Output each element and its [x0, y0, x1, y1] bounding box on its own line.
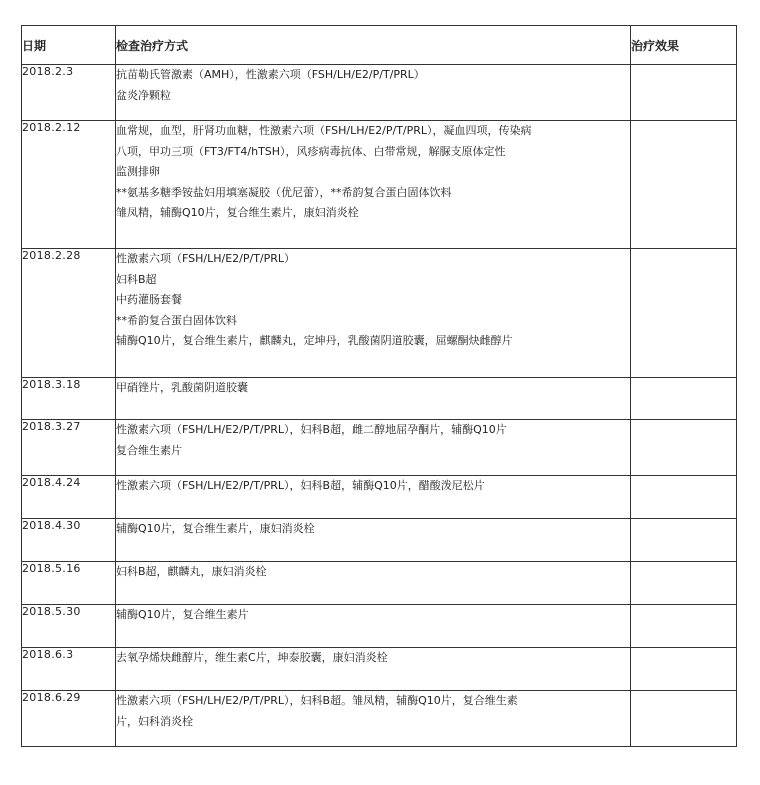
treatment-line: 性激素六项（FSH/LH/E2/P/T/PRL），妇科B超，辅酶Q10片，醋酸泼尼松片	[116, 479, 485, 492]
row-date: 2018.2.3	[22, 65, 116, 121]
table-body	[22, 65, 737, 747]
row-effect	[631, 378, 737, 420]
row-date: 2018.5.30	[22, 605, 116, 648]
treatment-records-table	[21, 25, 737, 747]
row-treatment	[116, 562, 631, 605]
row-effect	[631, 519, 737, 562]
row-effect	[631, 249, 737, 378]
row-treatment	[116, 420, 631, 476]
table-row	[22, 562, 737, 605]
row-date: 2018.6.3	[22, 648, 116, 691]
row-treatment	[116, 476, 631, 519]
treatment-line: 抗苗勒氏管激素（AMH），性激素六项（FSH/LH/E2/P/T/PRL）	[116, 68, 425, 81]
table-row	[22, 420, 737, 476]
treatment-line: **氨基多糖季铵盐妇用填塞凝胶（优尼蕾），**希韵复合蛋白固体饮料	[116, 185, 452, 199]
table-row	[22, 249, 737, 378]
treatment-line: 去氧孕烯炔雌醇片，维生素C片，坤泰胶囊，康妇消炎栓	[116, 651, 388, 664]
row-effect	[631, 65, 737, 121]
row-date: 2018.2.28	[22, 249, 116, 378]
treatment-line: 妇科B超	[116, 272, 157, 286]
row-effect	[631, 648, 737, 691]
treatment-line: 甲硝锉片，乳酸菌阴道胶囊	[116, 381, 248, 394]
header-effect: 治疗效果	[631, 26, 737, 65]
row-effect	[631, 691, 737, 747]
treatment-line: 辅酶Q10片，复合维生素片，麒麟丸，定坤丹，乳酸菌阴道胶囊，屈螺酮炔雌醇片	[116, 334, 513, 347]
row-treatment	[116, 378, 631, 420]
treatment-line: 片，妇科消炎栓	[116, 714, 193, 728]
treatment-line: 盆炎净颗粒	[116, 88, 171, 102]
treatment-line: 性激素六项（FSH/LH/E2/P/T/PRL），妇科B超，雌二醇地屈孕酮片，辅酶Q10片	[116, 423, 507, 436]
row-effect	[631, 420, 737, 476]
treatment-line: 血常规，血型，肝肾功血糖，性激素六项（FSH/LH/E2/P/T/PRL），凝血四项，传染病	[116, 124, 532, 137]
row-treatment	[116, 605, 631, 648]
row-effect	[631, 121, 737, 249]
treatment-line: 中药灌肠套餐	[116, 293, 182, 306]
row-effect	[631, 605, 737, 648]
row-date: 2018.3.27	[22, 420, 116, 476]
row-treatment	[116, 519, 631, 562]
treatment-line: 辅酶Q10片，复合维生素片	[116, 608, 249, 621]
treatment-line: 八项，甲功三项（FT3/FT4/hTSH），风疹病毒抗体、白带常规，解脲支原体定性	[116, 144, 506, 158]
row-treatment	[116, 691, 631, 747]
row-date: 2018.4.30	[22, 519, 116, 562]
treatment-line: 雏凤精，辅酶Q10片，复合维生素片，康妇消炎栓	[116, 206, 359, 219]
row-effect	[631, 562, 737, 605]
row-treatment	[116, 65, 631, 121]
table-row	[22, 605, 737, 648]
table-row	[22, 519, 737, 562]
table-row	[22, 121, 737, 249]
row-date: 2018.5.16	[22, 562, 116, 605]
header-treatment: 检查治疗方式	[116, 26, 631, 65]
table-row	[22, 378, 737, 420]
treatment-line: 辅酶Q10片，复合维生素片，康妇消炎栓	[116, 522, 315, 535]
row-treatment	[116, 249, 631, 378]
row-treatment	[116, 121, 631, 249]
row-date: 2018.2.12	[22, 121, 116, 249]
treatment-line: 监测排卵	[116, 165, 160, 178]
treatment-line: 性激素六项（FSH/LH/E2/P/T/PRL），妇科B超。雏凤精，辅酶Q10片，复合维生素	[116, 694, 518, 707]
row-date: 2018.3.18	[22, 378, 116, 420]
table-row	[22, 65, 737, 121]
row-date: 2018.6.29	[22, 691, 116, 747]
table-row	[22, 691, 737, 747]
row-date: 2018.4.24	[22, 476, 116, 519]
row-treatment	[116, 648, 631, 691]
treatment-line: 复合维生素片	[116, 443, 182, 457]
row-effect	[631, 476, 737, 519]
header-row	[22, 26, 737, 65]
treatment-line: **希韵复合蛋白固体饮料	[116, 313, 237, 327]
treatment-line: 性激素六项（FSH/LH/E2/P/T/PRL）	[116, 252, 296, 265]
header-date: 日期	[22, 26, 116, 65]
table-row	[22, 648, 737, 691]
treatment-line: 妇科B超，麒麟丸，康妇消炎栓	[116, 565, 267, 578]
table-row	[22, 476, 737, 519]
